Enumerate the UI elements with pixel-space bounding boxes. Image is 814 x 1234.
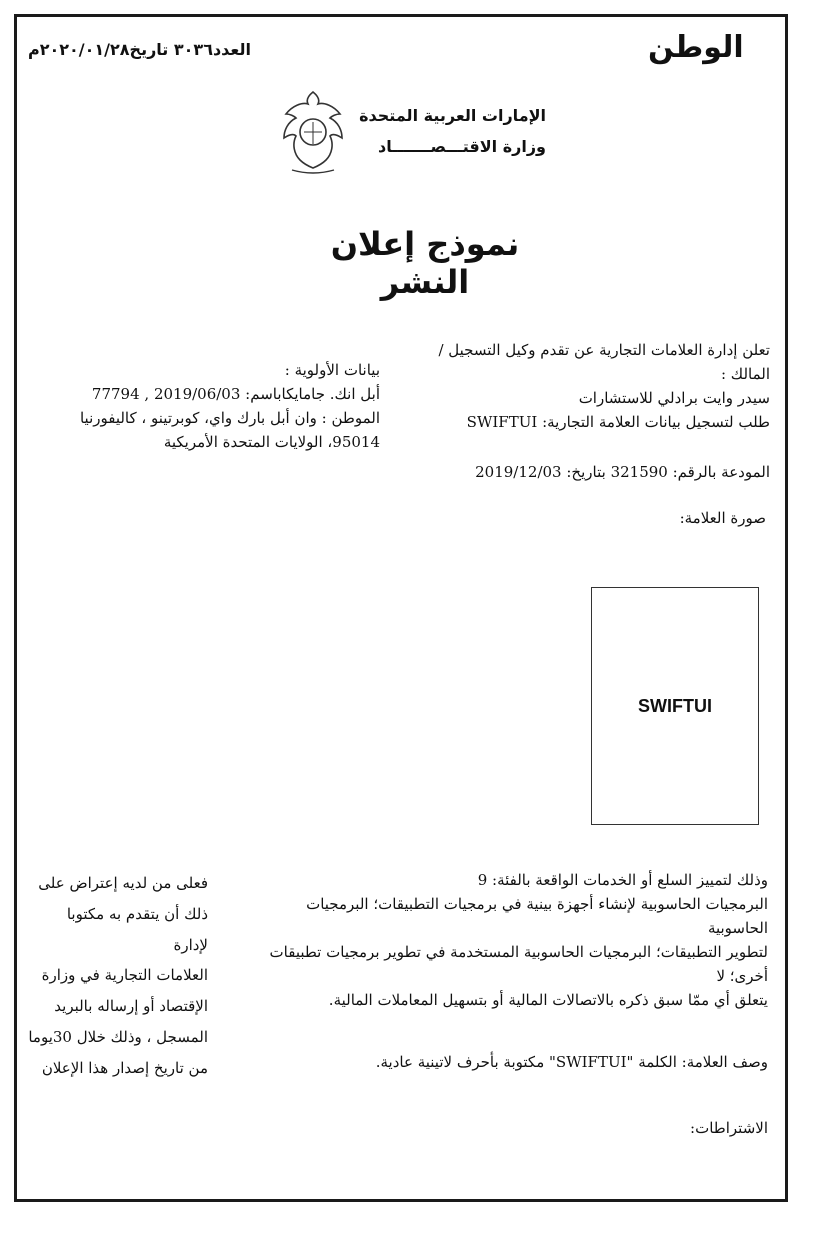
trademark-name: SWIFTUI (466, 413, 538, 431)
uae-emblem-icon (278, 88, 348, 174)
ministry-name: وزارة الاقتـــصـــــــاد (378, 137, 546, 156)
newspaper-logo: الوطن (648, 30, 744, 65)
class-description: لتطوير التطبيقات؛ البرمجيات الحاسوبية المستخدمة في تطوير برمجيات تطبيقات أخرى؛ لا (269, 943, 768, 985)
trademark-image-text: SWIFTUI (638, 695, 712, 716)
class-description: البرمجيات الحاسوبية لإنشاء أجهزة بينية في برمجيات التطبيقات؛ البرمجيات الحاسوبية (306, 895, 768, 937)
objection-line: المسجل ، وذلك خلال 30يوما (28, 1027, 208, 1046)
objection-notice (28, 868, 208, 1083)
agent-name: سيدر وايت برادلي للاستشارات (578, 389, 770, 407)
conditions-label: الاشتراطات: (690, 1119, 768, 1137)
priority-address: الموطن : وان أبل بارك واي، كوبرتينو ، كاليفورنيا (79, 409, 380, 427)
objection-line: فعلى من لديه إعتراض على (38, 874, 208, 892)
priority-block (60, 358, 380, 454)
authority-block (356, 106, 546, 156)
country-name: الإمارات العربية المتحدة (359, 106, 546, 125)
objection-line: ذلك أن يتقدم به مكتوبا لإدارة (66, 904, 208, 954)
deposit-line: المودعة بالرقم: 321590 بتاريخ: 2019/12/03 (475, 463, 770, 481)
objection-line: الإقتصاد أو إرساله بالبريد (54, 997, 208, 1015)
priority-address-cont: 95014، الولايات المتحدة الأمريكية (163, 433, 380, 451)
mark-description: وصف العلامة: الكلمة "SWIFTUI" مكتوبة بأحرف لاتينية عادية. (375, 1053, 768, 1071)
priority-line: أبل انك. جامايكاباسم: 2019/06/03 , 77794 (91, 385, 380, 403)
objection-line: العلامات التجارية في وزارة (41, 966, 208, 985)
objection-line: من تاريخ إصدار هذا الإعلان (41, 1058, 208, 1077)
form-title: نموذج إعلان النشر (330, 225, 520, 301)
request-line (420, 410, 770, 434)
class-line: وذلك لتمييز السلع أو الخدمات الواقعة بالفئة: 9 (477, 871, 768, 889)
goods-services-block (248, 868, 768, 1012)
announcement-block (420, 338, 770, 530)
priority-heading: بيانات الأولوية : (284, 361, 380, 379)
announcement-intro: تعلن إدارة العلامات التجارية عن تقدم وكيل التسجيل / المالك : (438, 341, 770, 383)
class-description: يتعلق أي ممّا سبق ذكره بالاتصالات المالية أو بتسهيل المعاملات المالية. (328, 991, 768, 1009)
request-label: طلب لتسجيل بيانات العلامة التجارية: (542, 413, 770, 431)
trademark-image-box (591, 587, 759, 825)
issue-number-date: العدد٣٠٣٦ تاريخ٢٠٢٠/٠١/٢٨م (28, 40, 251, 59)
mark-image-label: صورة العلامة: (679, 509, 766, 527)
